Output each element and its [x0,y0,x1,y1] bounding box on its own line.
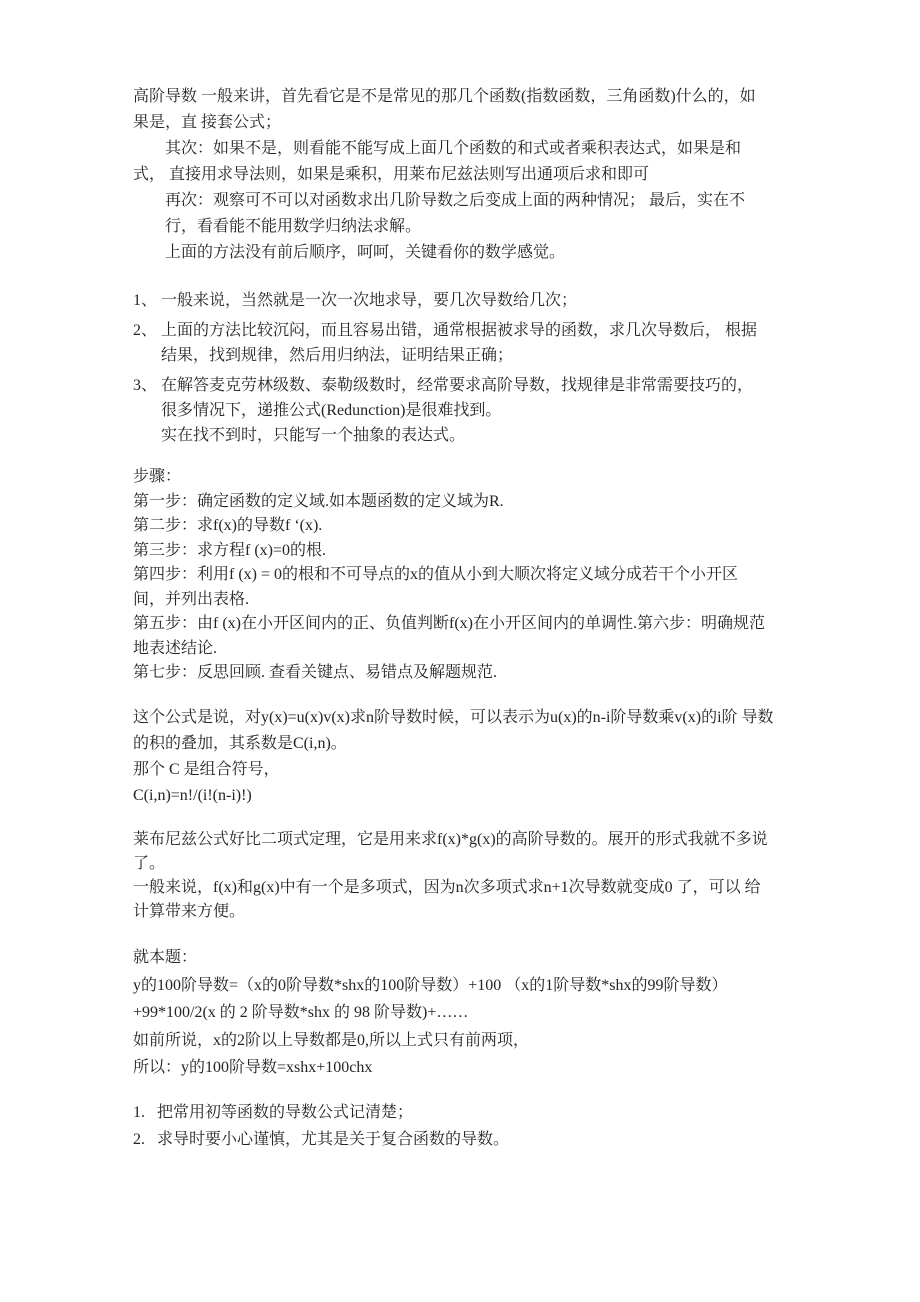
text-line: 的积的叠加，其系数是C(i,n)。 [133,735,347,752]
text-line: 第四步：利用f (x) = 0的根和不可导点的x的值从小到大顺次将定义域分成若干个小开区 [133,566,739,583]
text-line: 第一步：确定函数的定义域.如本题函数的定义域为R. [133,492,504,510]
list-item-marker: 1、 [133,292,158,309]
list-item [133,1099,843,1126]
steps-section [133,465,843,686]
list-item-text [161,318,843,368]
formula-explanation [133,705,843,809]
list-item [133,1126,843,1153]
text-line: 行，看看能不能用数学归纳法求解。 [165,218,422,235]
derivative-expansion-line: +99*100/2(x 的 2 阶导数*shx 的 98 阶导数)+…… [133,1004,469,1021]
text-line: 地表述结论. [133,639,218,657]
text-line: 如前所说，x的2阶以上导数都是0,所以上式只有前两项， [133,1031,530,1049]
list-item-text [161,288,843,313]
text-line: 第五步：由f (x)在小开区间内的正、负值判断f(x)在小开区间内的单调性.第六步：明确规范 [133,615,765,632]
text-line: 第三步：求方程f (x)=0的根. [133,541,327,559]
text-line: 莱布尼兹公式好比二项式定理，它是用来求f(x)*g(x)的高阶导数的。展开的形式我就不多说 [133,831,768,848]
text-line: 高阶导数 一般来讲，首先看它是不是常见的那几个函数(指数函数，三角函数)什么的，如 [133,88,756,105]
text-line: 上面的方法比较沉闷，而且容易出错，通常根据被求导的函数，求几次导数后， 根据 [161,322,758,339]
text-line: 计算带来方便。 [133,903,246,920]
text-line: 那个 C 是组合符号， [133,761,280,778]
text-line: 间，并列出表格. [133,590,250,608]
text-line: 果是，直 接套公式； [133,114,282,131]
list-item-marker: 3、 [133,377,158,394]
text-line: 再次：观察可不可以对函数求出几阶导数之后变成上面的两种情况； 最后，实在不 [165,192,746,209]
text-line: 第二步：求f(x)的导数f ‘(x). [133,517,323,534]
list-item-text [157,1099,843,1126]
text-line: 就本题： [133,949,198,966]
text-line: 式， 直接用求导法则，如果是乘积，用莱布尼兹法则写出通项后求和即可 [133,166,650,183]
list-item [133,373,843,448]
list-item [133,288,843,313]
text-line: 实在找不到时，只能写一个抽象的表达式。 [161,427,466,444]
text-line: 求导时要小心谨慎，尤其是关于复合函数的导数。 [157,1131,510,1148]
text-line: 结果，找到规律，然后用归纳法，证明结果正确； [161,347,514,364]
steps-heading: 步骤： [133,468,182,485]
list-item [133,318,843,368]
methods-list [133,288,843,448]
intro-paragraph [133,84,843,266]
tips-list [133,1099,843,1153]
text-line: 在解答麦克劳林级数、泰勒级数时，经常要求高阶导数，找规律是非常需要技巧的， [161,377,754,394]
list-item-marker: 2. [133,1131,145,1148]
text-line: 一般来说，f(x)和g(x)中有一个是多项式，因为n次多项式求n+1次导数就变成0 了，可以 给 [133,879,761,896]
text-line: 很多情况下，递推公式(Redunction)是很难找到。 [161,402,502,419]
list-item-text [161,373,843,448]
text-line: 第七步：反思回顾. 查看关键点、易错点及解题规范. [133,664,498,681]
text-line: 把常用初等函数的导数公式记清楚； [157,1104,414,1121]
text-line: 这个公式是说，对y(x)=u(x)v(x)求n阶导数时候，可以表示为u(x)的n-i阶导数乘v(x)的i阶 导数 [133,709,774,726]
derivative-expansion-line: y的100阶导数=（x的0阶导数*shx的100阶导数）+100 （x的1阶导数*shx的99阶导数） [133,976,728,994]
text-line: 其次：如果不是，则看能不能写成上面几个函数的和式或者乘积表达式，如果是和 [165,140,742,157]
final-answer-line: 所以：y的100阶导数=xshx+100chx [133,1059,373,1076]
list-item-marker: 2、 [133,322,158,339]
text-line: 了。 [133,855,166,872]
list-item-marker: 1. [133,1104,145,1121]
text-line: 一般来说，当然就是一次一次地求导，要几次导数给几次； [161,292,578,309]
text-line: 上面的方法没有前后顺序，呵呵，关键看你的数学感觉。 [165,244,566,261]
list-item-text [157,1126,843,1153]
combination-formula: C(i,n)=n!/(i!(n-i)!) [133,787,252,804]
problem-solution [133,944,843,1082]
leibniz-note [133,828,843,924]
